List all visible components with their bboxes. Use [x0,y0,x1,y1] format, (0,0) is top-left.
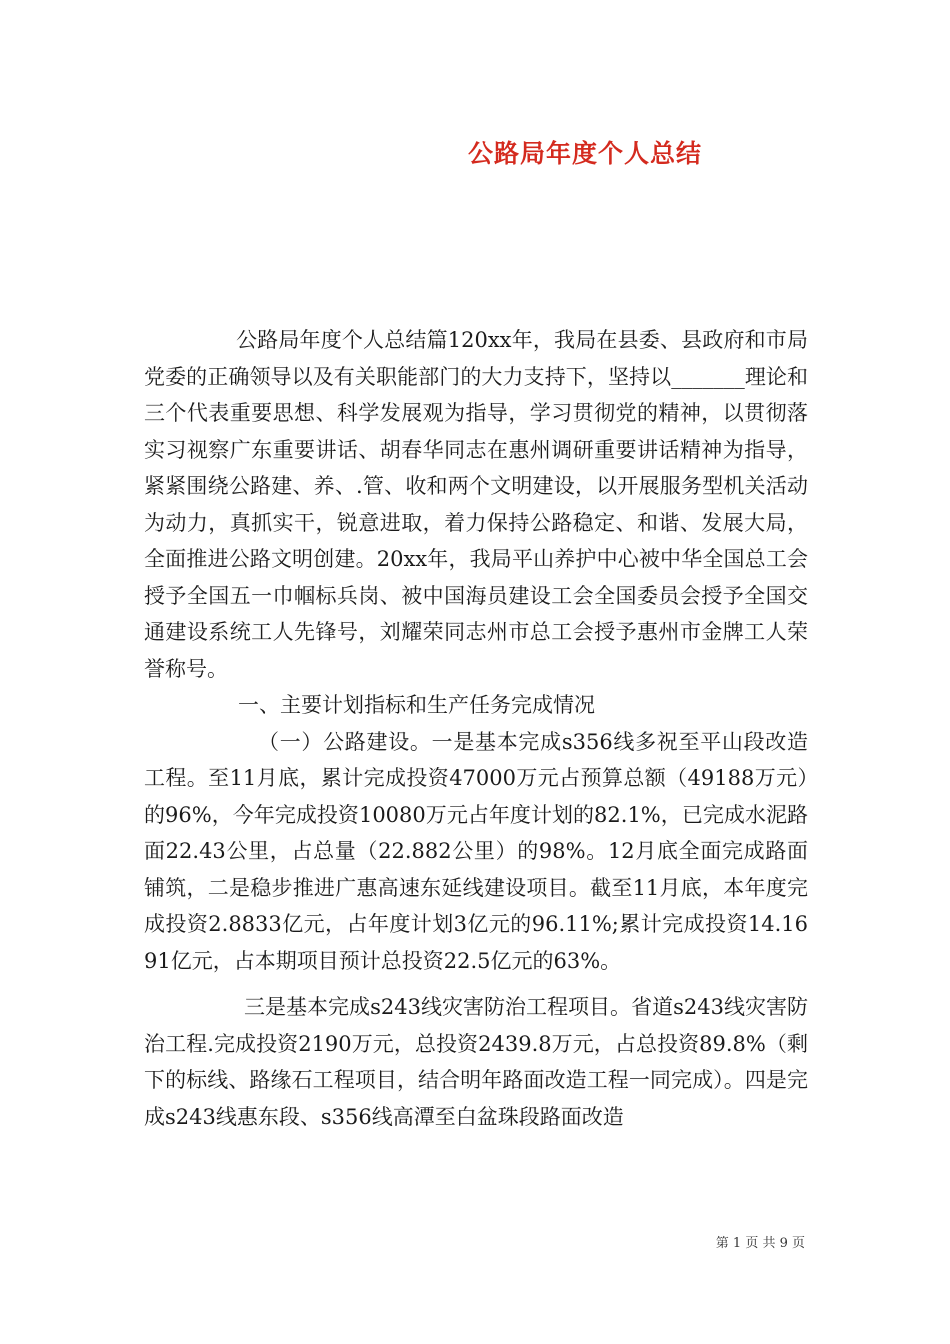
paragraph-intro: 公路局年度个人总结篇120xx年，我局在县委、县政府和市局党委的正确领导以及有关职能部门的大力支持下，坚持以_______理论和三个代表重要思想、科学发展观为指导，学习贯彻党的精神，以贯彻落实习视察广东重要讲话、胡春华同志在惠州调研重要讲话精神为指导，紧紧围绕公路建、养、.管、收和两个文明建设，以开展服务型机关活动为动力，真抓实干，锐意进取，着力保持公路稳定、和谐、发展大局，全面推进公路文明创建。20xx年，我局平山养护中心被中华全国总工会授予全国五一巾帼标兵岗、被中国海员建设工会全国委员会授予全国交通建设系统工人先锋号，刘耀荣同志州市总工会授予惠州市金牌工人荣誉称号。 [144,328,808,681]
page-number: 第 1 页 共 9 页 [715,1236,805,1251]
paragraph-road-construction: （一）公路建设。一是基本完成s356线多祝至平山段改造工程。至11月底，累计完成投资47000万元占预算总额（49188万元）的96%，今年完成投资10080万元占年度计划的82.1%，已完成水泥路面22.43公里，占总量（22.882公里）的98%。12月底全面完成路面铺筑，二是稳步推进广惠高速东延线建设项目。截至11月底，本年度完成投资2.8833亿元，占年度计划3亿元的96.11%;累计完成投资14.1691亿元，占本期项目预计总投资22.5亿元的63%。 [144,729,808,973]
paragraph-disaster-prevention: 三是基本完成s243线灾害防治工程项目。省道s243线灾害防治工程.完成投资2190万元，总投资2439.8万元，占总投资89.8%（剩下的标线、路缘石工程项目，结合明年路面改造工程一同完成）。四是完成s243线惠东段、s356线高潭至白盆珠段路面改造 [144,995,808,1129]
document-body [144,322,808,1135]
document-title: 公路局年度个人总结 [468,139,703,168]
section-heading: 一、主要计划指标和生产任务完成情况 [238,693,595,717]
